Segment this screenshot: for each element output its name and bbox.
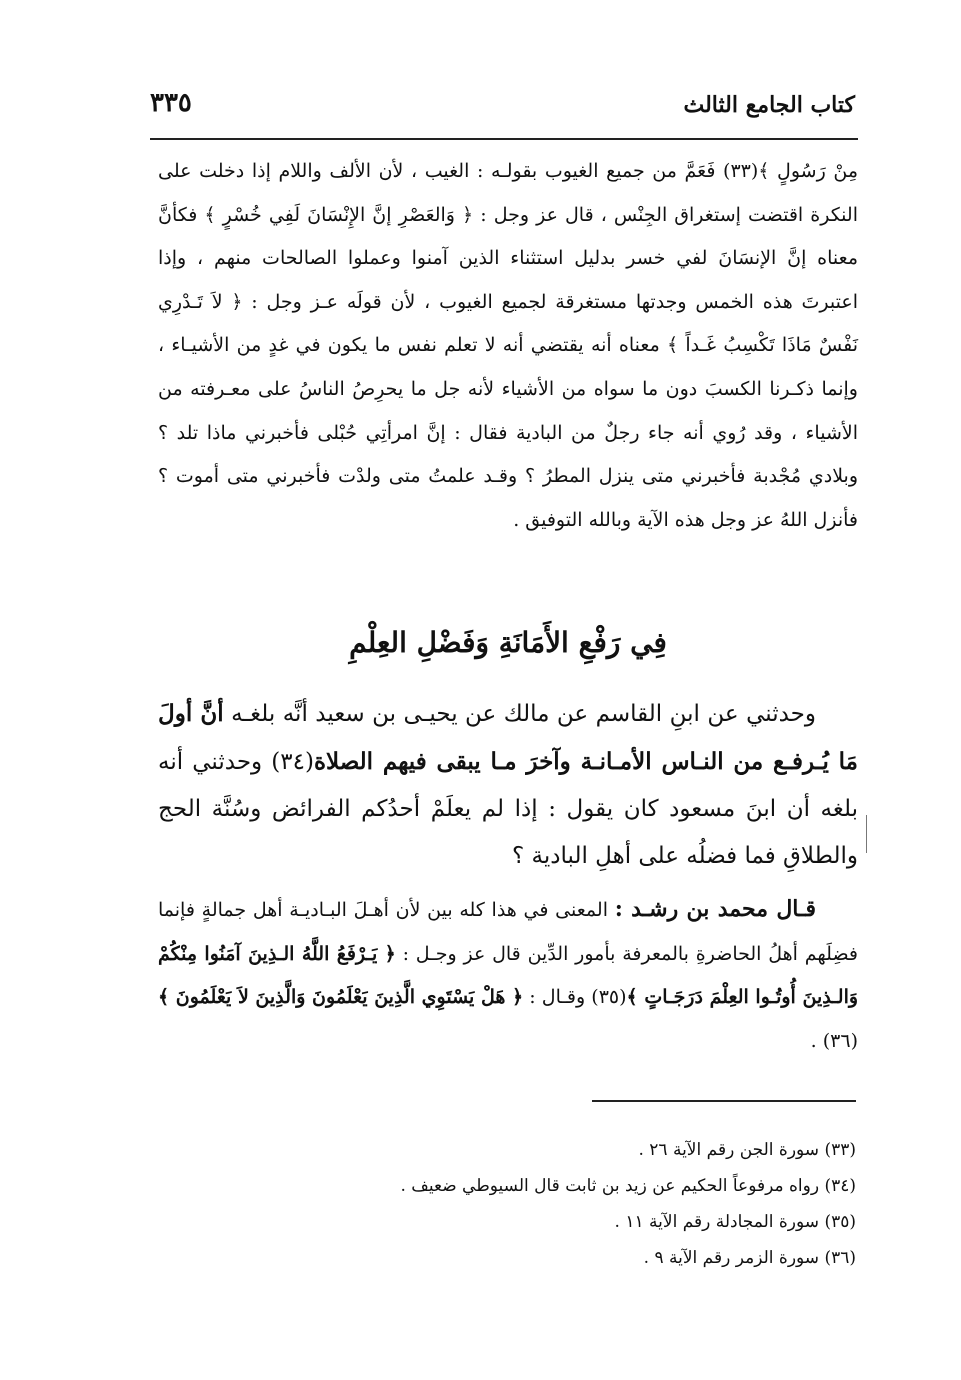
footnote-36: (٣٦) سورة الزمر رقم الآية ٩ .: [643, 1248, 856, 1268]
footnote-34: (٣٤) رواه مرفوعاً الحكيم عن زيد بن ثابت قال السيوطي ضعيف .: [400, 1176, 856, 1196]
running-title: كتاب الجامع الثالث: [683, 92, 855, 118]
paragraph-2-rest: (٣٤) وحدثني أنه بلغه أن ابنَ مسعود كان يقول : إذا لم يعلَمْ أحدُكم الفرائض وسُنَّة الحج والطلاقِ فما فضلُه على أهلِ البادية ؟: [158, 749, 858, 869]
page-header: [150, 88, 855, 132]
footnote-rule: [592, 1100, 856, 1102]
page-number: ٣٣٥: [150, 88, 192, 118]
paragraph-3-text: المعنى في هذا كله بين لأن أهـلَ البـاديـة أهل جمالةٍ فإنما فضِلَهم أهلُ الحاضرةِ بالمعرفة بأمور الدِّين قال عز وجـل :: [158, 899, 858, 965]
footnote-33: (٣٣) سورة الجن رقم الآية ٢٦ .: [638, 1140, 856, 1160]
paragraph-1: مِنْ رَسُولٍ ﴾(٣٣) فَعَمَّ من جميع الغيوب بقولـه : الغيب ، لأن الألف واللام إذا دخلت على النكرة اقتضت إستغراق الجِنْس ، قال عز وجل : ﴿ وَالعَصْرِ إنَّ الإِنْسَانَ لَفِي خُسْرٍ ﴾ فكأنَّ معناه إنَّ الإنسَانَ لفي خسر بدليل استثناء الذين آمنوا وعملوا الصالحات منهم ، وإذا اعتبرتَ هذه الخمس وجدتها مستغرقة لجميع الغيوب ، لأن قولَه عـز وجل : ﴿ لاَ تَـدْرِي نَفْسٌ مَاذَا تَكْسِبُ غَـداً ﴾ معناه أنه يقتضي أنه لا تعلم نفس ما يكون في غدٍ من الأشيـاء ، وإنما ذكـرنا الكسبَ دون ما سواه من الأشياء لأنه جل ما يحرِصُ الناسُ على معـرفته من الأشياء ، وقد رُوي أنه جاء رجلٌ من البادية فقال : إنَّ امرأتِي حُبْلى فأخبرني ماذا تلد ؟ وبلادي مُجْدبة فأخبرني متى ينزل المطرُ ؟ وقـد علمتُ متى ولدْت فأخبرني متى أموت ؟ فأنزل اللهُ عز وجل هذه الآية وبالله التوفيق .: [158, 160, 859, 531]
paragraph-3-end: (٣٦) .: [810, 1029, 858, 1052]
paragraph-2-lead: وحدثني عن ابنِ القاسم عن مالك عن يحيـى بن سعيد أنَّه بلغـه: [231, 701, 816, 727]
paragraph-3: [158, 888, 858, 1063]
quran-verse-1: ﴿ يَـرْفَعُ اللَّهُ الـذِينَ آمَنُوا مِنْكُمْ وَالـذِينَ أُوتُـوا العِلْمَ دَرَجَـاتٍ ﴾: [158, 942, 859, 1008]
quran-verse-2: ﴿ هَلْ يَسْتَوِي الَّذِينَ يَعْلَمُونَ وَالَّذِينَ لاَ يَعْلَمُونَ ﴾: [158, 986, 524, 1008]
section-title: فِي رَفْعِ الأَمَانَةِ وَفَضْلِ العِلْمِ: [349, 626, 667, 659]
header-rule: [150, 138, 858, 140]
hadith-text: أنَّ أولَ مَا يُـرفـع من النـاس الأمـانـة وآخرَ مـا يبقى فيهم الصلاة: [158, 700, 858, 775]
footnotes: [300, 1132, 856, 1276]
footnote-35: (٣٥) سورة المجادلة رقم الآية ١١ .: [614, 1212, 856, 1232]
paragraph-2: [158, 690, 858, 880]
speaker-name: قـال محمد بن رشـد :: [614, 896, 816, 922]
paragraph-3-mid: (٣٥) وقـال :: [529, 986, 627, 1008]
margin-mark: [866, 815, 867, 853]
